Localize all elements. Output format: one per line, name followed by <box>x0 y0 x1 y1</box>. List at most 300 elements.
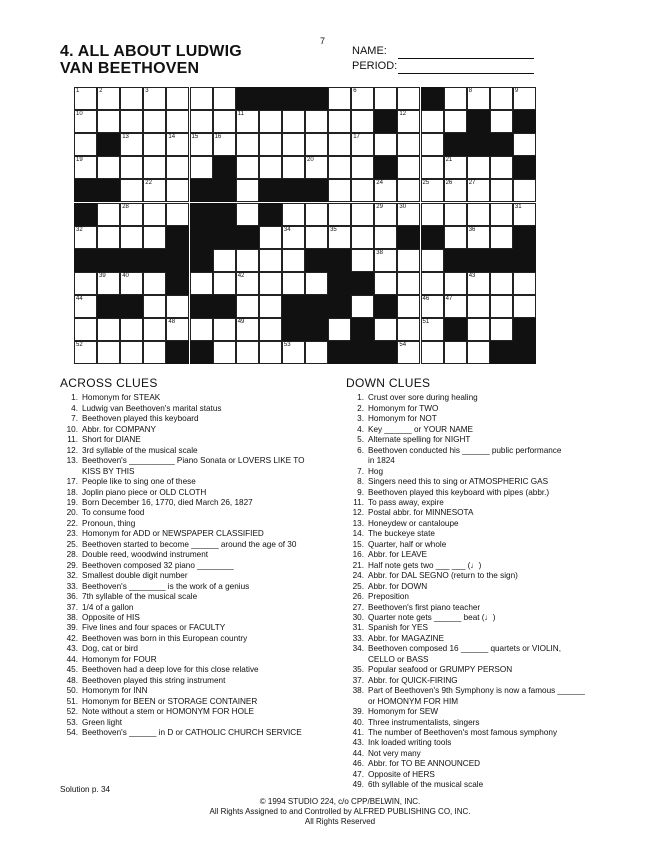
answer-cell[interactable] <box>305 272 328 295</box>
black-square <box>421 87 444 110</box>
black-square <box>490 133 513 156</box>
clue-text: Abbr. for QUICK-FIRING <box>368 675 458 685</box>
answer-cell[interactable] <box>190 87 213 110</box>
answer-cell[interactable] <box>190 272 213 295</box>
answer-cell[interactable] <box>467 203 490 226</box>
answer-cell[interactable] <box>236 110 259 133</box>
across-clue <box>60 488 330 498</box>
clue-text: Popular seafood or GRUMPY PERSON <box>368 665 513 675</box>
answer-cell[interactable] <box>74 110 97 133</box>
answer-cell[interactable] <box>190 110 213 133</box>
answer-cell[interactable] <box>213 318 236 341</box>
down-clue <box>346 613 616 623</box>
across-clue <box>60 665 330 675</box>
answer-cell[interactable] <box>97 226 120 249</box>
answer-cell[interactable] <box>213 341 236 364</box>
across-clue <box>60 634 330 644</box>
black-square <box>305 295 328 318</box>
answer-cell[interactable] <box>282 156 305 179</box>
answer-cell[interactable] <box>143 341 166 364</box>
answer-cell[interactable] <box>328 133 351 156</box>
clue-text: Green light <box>82 717 123 727</box>
clue-text: Homonym for TWO <box>368 403 439 413</box>
answer-cell[interactable] <box>74 156 97 179</box>
answer-cell[interactable] <box>166 318 189 341</box>
clue-text: Spanish for YES <box>368 623 428 633</box>
clue-text: Short for DIANE <box>82 435 141 445</box>
answer-cell[interactable] <box>143 110 166 133</box>
clue-number: 36. <box>66 592 78 602</box>
answer-cell[interactable] <box>143 87 166 110</box>
name-line[interactable] <box>398 47 534 59</box>
answer-cell[interactable] <box>328 226 351 249</box>
clue-text: Opposite of HERS <box>368 769 435 779</box>
answer-cell[interactable] <box>421 110 444 133</box>
answer-cell[interactable] <box>74 295 97 318</box>
answer-cell[interactable] <box>374 318 397 341</box>
across-heading: ACROSS CLUES <box>60 376 158 390</box>
black-square <box>282 87 305 110</box>
answer-cell[interactable] <box>143 295 166 318</box>
answer-cell[interactable] <box>351 249 374 272</box>
answer-cell[interactable] <box>467 179 490 202</box>
answer-cell[interactable] <box>421 156 444 179</box>
answer-cell[interactable] <box>259 249 282 272</box>
black-square <box>490 341 513 364</box>
answer-cell[interactable] <box>397 203 420 226</box>
answer-cell[interactable] <box>328 179 351 202</box>
clue-text: KISS BY THIS <box>82 466 135 476</box>
answer-cell[interactable] <box>190 318 213 341</box>
answer-cell[interactable] <box>351 110 374 133</box>
answer-cell[interactable] <box>305 110 328 133</box>
clue-text: Quarter note gets ______ beat (♩) <box>368 612 496 622</box>
answer-cell[interactable] <box>444 295 467 318</box>
answer-cell[interactable] <box>259 341 282 364</box>
answer-cell[interactable] <box>490 156 513 179</box>
answer-cell[interactable] <box>444 156 467 179</box>
answer-cell[interactable] <box>120 272 143 295</box>
black-square <box>444 133 467 156</box>
answer-cell[interactable] <box>74 87 97 110</box>
down-clue <box>346 655 616 665</box>
clue-number: 39. <box>352 707 364 717</box>
answer-cell[interactable] <box>166 87 189 110</box>
answer-cell[interactable] <box>259 295 282 318</box>
clue-number: 51. <box>66 696 78 706</box>
answer-cell[interactable] <box>397 110 420 133</box>
answer-cell[interactable] <box>421 179 444 202</box>
answer-cell[interactable] <box>97 272 120 295</box>
across-clue <box>60 519 330 529</box>
answer-cell[interactable] <box>166 295 189 318</box>
answer-cell[interactable] <box>282 341 305 364</box>
answer-cell[interactable] <box>259 156 282 179</box>
period-line[interactable] <box>398 62 534 74</box>
answer-cell[interactable] <box>236 295 259 318</box>
down-clue <box>346 749 616 759</box>
answer-cell[interactable] <box>236 318 259 341</box>
answer-cell[interactable] <box>351 156 374 179</box>
clue-number: 52 <box>76 342 83 349</box>
answer-cell[interactable] <box>351 295 374 318</box>
clue-number: 29 <box>376 203 383 210</box>
black-square <box>213 203 236 226</box>
clue-number: 43 <box>468 272 476 279</box>
clue-text: Ink loaded writing tools <box>368 738 452 748</box>
answer-cell[interactable] <box>490 318 513 341</box>
clue-number: 49 <box>237 319 245 325</box>
answer-cell[interactable] <box>305 203 328 226</box>
down-clue <box>346 477 616 487</box>
copyright-line: All Rights Reserved <box>304 817 376 826</box>
down-clue-list <box>346 393 616 790</box>
clue-number: 7. <box>357 466 364 476</box>
answer-cell[interactable] <box>213 133 236 156</box>
answer-cell[interactable] <box>143 203 166 226</box>
answer-cell[interactable] <box>282 203 305 226</box>
clue-number: 38 <box>376 249 383 256</box>
down-clue <box>346 770 616 780</box>
clue-number: 35. <box>352 665 364 675</box>
answer-cell[interactable] <box>421 318 444 341</box>
answer-cell[interactable] <box>236 249 259 272</box>
answer-cell[interactable] <box>305 341 328 364</box>
answer-cell[interactable] <box>467 87 490 110</box>
answer-cell[interactable] <box>513 179 536 202</box>
answer-cell[interactable] <box>236 156 259 179</box>
answer-cell[interactable] <box>236 341 259 364</box>
answer-cell[interactable] <box>259 226 282 249</box>
period-label: PERIOD: <box>352 60 398 72</box>
black-square <box>351 341 374 364</box>
clue-number: 43. <box>352 738 364 748</box>
answer-cell[interactable] <box>513 272 536 295</box>
answer-cell[interactable] <box>120 87 143 110</box>
answer-cell[interactable] <box>374 87 397 110</box>
answer-cell[interactable] <box>351 87 374 110</box>
answer-cell[interactable] <box>490 295 513 318</box>
clue-number: 28. <box>66 550 78 560</box>
clue-number: 34 <box>283 226 291 233</box>
answer-cell[interactable] <box>166 133 189 156</box>
clue-text: Beethoven played this keyboard <box>82 414 199 424</box>
answer-cell[interactable] <box>374 226 397 249</box>
solution-reference: Solution p. 34 <box>60 785 111 794</box>
answer-cell[interactable] <box>97 203 120 226</box>
clue-number: 47 <box>445 295 453 302</box>
answer-cell[interactable] <box>120 341 143 364</box>
down-clue <box>346 665 616 675</box>
black-square <box>166 272 189 295</box>
answer-cell[interactable] <box>328 87 351 110</box>
answer-cell[interactable] <box>421 272 444 295</box>
across-clue <box>60 603 330 613</box>
answer-cell[interactable] <box>120 203 143 226</box>
answer-cell[interactable] <box>328 156 351 179</box>
clue-number: 25. <box>352 581 364 591</box>
answer-cell[interactable] <box>467 318 490 341</box>
clue-text: Smallest double digit number <box>82 571 188 581</box>
across-clue <box>60 561 330 571</box>
answer-cell[interactable] <box>397 133 420 156</box>
answer-cell[interactable] <box>74 272 97 295</box>
answer-cell[interactable] <box>74 341 97 364</box>
answer-cell[interactable] <box>328 203 351 226</box>
black-square <box>97 295 120 318</box>
answer-cell[interactable] <box>74 318 97 341</box>
answer-cell[interactable] <box>328 318 351 341</box>
answer-cell[interactable] <box>397 156 420 179</box>
answer-cell[interactable] <box>97 110 120 133</box>
answer-cell[interactable] <box>374 272 397 295</box>
black-square <box>374 110 397 133</box>
answer-cell[interactable] <box>143 156 166 179</box>
answer-cell[interactable] <box>213 249 236 272</box>
answer-cell[interactable] <box>143 318 166 341</box>
answer-cell[interactable] <box>166 179 189 202</box>
answer-cell[interactable] <box>444 203 467 226</box>
answer-cell[interactable] <box>282 133 305 156</box>
answer-cell[interactable] <box>190 156 213 179</box>
clue-text: Abbr. for MAGAZINE <box>368 633 444 643</box>
answer-cell[interactable] <box>259 318 282 341</box>
clue-text: Abbr. for COMPANY <box>82 424 157 434</box>
answer-cell[interactable] <box>74 226 97 249</box>
answer-cell[interactable] <box>282 249 305 272</box>
answer-cell[interactable] <box>236 272 259 295</box>
black-square <box>328 295 351 318</box>
answer-cell[interactable] <box>444 87 467 110</box>
answer-cell[interactable] <box>190 133 213 156</box>
clue-text: Beethoven played this keyboard with pipes (abbr.) <box>368 487 550 497</box>
black-square <box>513 249 536 272</box>
answer-cell[interactable] <box>143 179 166 202</box>
answer-cell[interactable] <box>143 133 166 156</box>
clue-number: 5. <box>357 435 364 445</box>
answer-cell[interactable] <box>282 226 305 249</box>
clue-text: Homonym for INN <box>82 686 148 696</box>
clue-text: 1/4 of a gallon <box>82 602 134 612</box>
answer-cell[interactable] <box>120 179 143 202</box>
across-clue <box>60 467 330 477</box>
answer-cell[interactable] <box>166 156 189 179</box>
answer-cell[interactable] <box>97 341 120 364</box>
answer-cell[interactable] <box>513 87 536 110</box>
black-square <box>305 87 328 110</box>
answer-cell[interactable] <box>236 179 259 202</box>
answer-cell[interactable] <box>513 203 536 226</box>
answer-cell[interactable] <box>282 272 305 295</box>
clue-number: 46 <box>422 295 430 302</box>
clue-text: Crust over sore during healing <box>368 393 478 403</box>
answer-cell[interactable] <box>421 133 444 156</box>
down-clue <box>346 676 616 686</box>
clue-number: 4. <box>357 424 364 434</box>
answer-cell[interactable] <box>282 110 305 133</box>
answer-cell[interactable] <box>421 249 444 272</box>
answer-cell[interactable] <box>467 156 490 179</box>
clue-text: Beethoven played this string instrument <box>82 675 226 685</box>
down-clue <box>346 728 616 738</box>
answer-cell[interactable] <box>97 156 120 179</box>
clue-number: 33. <box>66 581 78 591</box>
clue-text: Singers need this to sing or ATMOSPHERIC GAS <box>368 477 549 487</box>
answer-cell[interactable] <box>397 249 420 272</box>
across-clue <box>60 571 330 581</box>
answer-cell[interactable] <box>397 318 420 341</box>
answer-cell[interactable] <box>97 87 120 110</box>
answer-cell[interactable] <box>444 179 467 202</box>
answer-cell[interactable] <box>490 226 513 249</box>
clue-number: 13 <box>122 134 129 141</box>
answer-cell[interactable] <box>120 226 143 249</box>
clue-number: 22 <box>145 180 152 187</box>
clue-number: 32. <box>66 571 78 581</box>
answer-cell[interactable] <box>166 203 189 226</box>
across-clue <box>60 686 330 696</box>
down-clue <box>346 467 616 477</box>
answer-cell[interactable] <box>444 110 467 133</box>
answer-cell[interactable] <box>490 110 513 133</box>
answer-cell[interactable] <box>351 226 374 249</box>
answer-cell[interactable] <box>490 272 513 295</box>
clue-number: 16 <box>214 134 222 141</box>
answer-cell[interactable] <box>490 179 513 202</box>
clue-text: Beethoven had a deep love for this close relative <box>82 665 259 675</box>
answer-cell[interactable] <box>397 272 420 295</box>
answer-cell[interactable] <box>120 110 143 133</box>
clue-text: Homonym for ADD or NEWSPAPER CLASSIFIED <box>82 529 264 539</box>
black-square <box>120 249 143 272</box>
answer-cell[interactable] <box>421 295 444 318</box>
clue-number: 37. <box>352 675 364 685</box>
answer-cell[interactable] <box>305 156 328 179</box>
answer-cell[interactable] <box>351 179 374 202</box>
clue-number: 13. <box>66 456 78 466</box>
across-clue <box>60 414 330 424</box>
clue-number: 52. <box>66 707 78 717</box>
answer-cell[interactable] <box>467 295 490 318</box>
answer-cell[interactable] <box>236 203 259 226</box>
down-clue <box>346 686 616 696</box>
answer-cell[interactable] <box>421 203 444 226</box>
answer-cell[interactable] <box>351 203 374 226</box>
across-clue <box>60 592 330 602</box>
answer-cell[interactable] <box>490 87 513 110</box>
answer-cell[interactable] <box>120 133 143 156</box>
down-clue <box>346 435 616 445</box>
answer-cell[interactable] <box>74 133 97 156</box>
black-square <box>143 249 166 272</box>
clue-number: 6 <box>353 88 357 94</box>
answer-cell[interactable] <box>259 110 282 133</box>
answer-cell[interactable] <box>213 87 236 110</box>
answer-cell[interactable] <box>444 341 467 364</box>
answer-cell[interactable] <box>421 341 444 364</box>
answer-cell[interactable] <box>213 272 236 295</box>
answer-cell[interactable] <box>143 226 166 249</box>
across-clue-list <box>60 393 330 738</box>
clue-number: 45. <box>66 665 78 675</box>
clue-text: CELLO or BASS <box>368 654 429 664</box>
answer-cell[interactable] <box>213 110 236 133</box>
black-square <box>328 341 351 364</box>
clue-number: 43. <box>66 644 78 654</box>
answer-cell[interactable] <box>467 226 490 249</box>
answer-cell[interactable] <box>467 272 490 295</box>
answer-cell[interactable] <box>259 272 282 295</box>
black-square <box>513 110 536 133</box>
down-clue <box>346 529 616 539</box>
answer-cell[interactable] <box>397 295 420 318</box>
black-square <box>213 156 236 179</box>
black-square <box>282 295 305 318</box>
answer-cell[interactable] <box>490 203 513 226</box>
clue-number: 20 <box>307 157 314 164</box>
answer-cell[interactable] <box>97 318 120 341</box>
answer-cell[interactable] <box>444 226 467 249</box>
answer-cell[interactable] <box>328 110 351 133</box>
answer-cell[interactable] <box>120 156 143 179</box>
black-square <box>374 156 397 179</box>
clue-number: 10. <box>66 424 78 434</box>
answer-cell[interactable] <box>374 179 397 202</box>
answer-cell[interactable] <box>259 133 282 156</box>
across-clue <box>60 655 330 665</box>
answer-cell[interactable] <box>444 272 467 295</box>
answer-cell[interactable] <box>120 318 143 341</box>
clue-text: Beethoven's first piano teacher <box>368 602 481 612</box>
clue-number: 19 <box>76 157 83 164</box>
answer-cell[interactable] <box>397 87 420 110</box>
answer-cell[interactable] <box>374 249 397 272</box>
clue-number: 42 <box>237 272 245 279</box>
answer-cell[interactable] <box>305 226 328 249</box>
clue-number: 28 <box>122 203 129 210</box>
black-square <box>190 295 213 318</box>
clue-text: Dog, cat or bird <box>82 644 138 654</box>
answer-cell[interactable] <box>236 133 259 156</box>
clue-text: Honeydew or cantaloupe <box>368 518 459 528</box>
answer-cell[interactable] <box>397 179 420 202</box>
answer-cell[interactable] <box>513 295 536 318</box>
black-square <box>97 249 120 272</box>
black-square <box>190 179 213 202</box>
black-square <box>166 226 189 249</box>
across-clue <box>60 697 330 707</box>
clue-text: Not very many <box>368 748 421 758</box>
answer-cell[interactable] <box>143 272 166 295</box>
black-square <box>97 179 120 202</box>
answer-cell[interactable] <box>467 341 490 364</box>
black-square <box>190 226 213 249</box>
answer-cell[interactable] <box>166 110 189 133</box>
clue-number: 40 <box>122 272 129 279</box>
answer-cell[interactable] <box>351 133 374 156</box>
answer-cell[interactable] <box>374 133 397 156</box>
answer-cell[interactable] <box>397 341 420 364</box>
clue-text: Three instrumentalists, singers <box>368 717 480 727</box>
clue-text: Beethoven composed 16 ______ quartets or VIOLIN, <box>368 644 561 654</box>
black-square <box>305 318 328 341</box>
across-clue <box>60 425 330 435</box>
answer-cell[interactable] <box>374 203 397 226</box>
down-heading: DOWN CLUES <box>346 376 431 390</box>
clue-number: 31 <box>514 203 522 210</box>
answer-cell[interactable] <box>513 133 536 156</box>
answer-cell[interactable] <box>305 133 328 156</box>
